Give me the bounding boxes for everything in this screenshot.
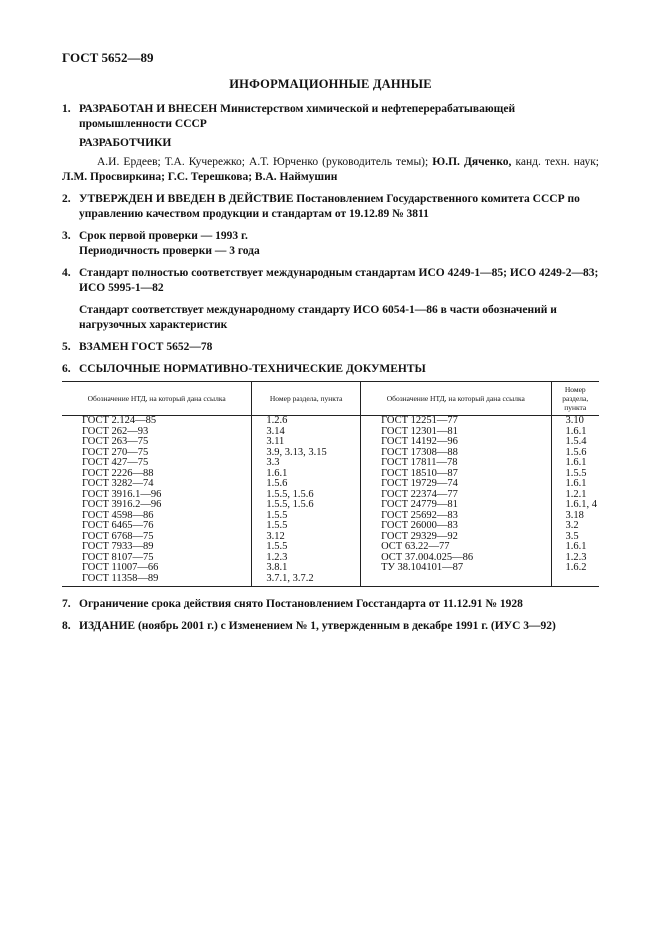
ref-doc-right: ГОСТ 22374—77 <box>361 490 551 501</box>
ref-section-left: 3.14 <box>252 427 361 438</box>
ref-section-right: 1.6.1, 4 <box>551 500 599 511</box>
ref-section-left: 3.9, 3.13, 3.15 <box>252 448 361 459</box>
section-number: 4. <box>62 267 71 279</box>
section-2-text: УТВЕРЖДЕН И ВВЕДЕН В ДЕЙСТВИЕ Постановлением Государственного комитета СССР по управлению качеством продукции и стандартам от 19.12.89 № 3811 <box>79 193 580 220</box>
section-5 <box>62 340 599 355</box>
section-6-text: ССЫЛОЧНЫЕ НОРМАТИВНО-ТЕХНИЧЕСКИЕ ДОКУМЕНТЫ <box>79 363 426 375</box>
section-number: 5. <box>62 341 71 353</box>
ref-doc-left: ГОСТ 8107—75 <box>82 551 154 563</box>
section-number: 2. <box>62 193 71 205</box>
table-row <box>62 437 599 448</box>
section-8 <box>62 619 599 634</box>
ref-doc-right: ГОСТ 29329—92 <box>361 532 551 543</box>
table-row <box>62 458 599 469</box>
ref-doc-right: ГОСТ 24779—81 <box>361 500 551 511</box>
ref-doc-right: ГОСТ 25692—83 <box>361 511 551 522</box>
ref-section-right: 1.2.1 <box>551 490 599 501</box>
developers-part-3: канд. техн. наук; <box>511 156 599 168</box>
table-row <box>62 416 599 427</box>
developers-part-1: А.И. Ердеев; Т.А. Кучережко; А.Т. Юрченко (руководитель темы); <box>97 156 433 168</box>
ref-section-left: 1.5.6 <box>252 479 361 490</box>
ref-section-right: 1.6.2 <box>551 563 599 574</box>
ref-section-left: 1.5.5, 1.5.6 <box>252 490 361 501</box>
references-table-body <box>62 416 599 587</box>
ref-doc-right: ГОСТ 12251—77 <box>361 416 551 427</box>
ref-doc-left: ГОСТ 11358—89 <box>82 572 159 584</box>
section-8-text: ИЗДАНИЕ (ноябрь 2001 г.) с Изменением № 1, утвержденным в декабре 1991 г. (ИУС 3—92) <box>79 620 556 632</box>
section-4 <box>62 266 599 333</box>
section-4-text-1: Стандарт полностью соответствует международным стандартам ИСО 4249-1—85; ИСО 4249-2—83; ИСО 5995-1—82 <box>79 267 599 294</box>
ref-section-right: 3.10 <box>551 416 599 427</box>
ref-doc-right: ГОСТ 18510—87 <box>361 469 551 480</box>
ref-section-left: 1.2.6 <box>252 416 361 427</box>
header-doc-right: Обозначение НТД, на который дана ссылка <box>361 382 551 416</box>
ref-section-right: 1.6.1 <box>551 458 599 469</box>
ref-section-left: 1.6.1 <box>252 469 361 480</box>
section-number: 3. <box>62 230 71 242</box>
ref-section-left: 1.5.5 <box>252 511 361 522</box>
ref-doc-right: ГОСТ 19729—74 <box>361 479 551 490</box>
ref-doc-left: ГОСТ 4598—86 <box>82 509 154 521</box>
section-5-text: ВЗАМЕН ГОСТ 5652—78 <box>79 341 213 353</box>
ref-doc-left: ГОСТ 3916.2—96 <box>82 499 162 510</box>
ref-doc-left: ГОСТ 3916.1—96 <box>82 488 162 500</box>
ref-section-left: 3.7.1, 3.7.2 <box>252 574 361 587</box>
page-title: ИНФОРМАЦИОННЫЕ ДАННЫЕ <box>229 77 432 91</box>
section-1 <box>62 102 599 185</box>
ref-section-right: 1.6.1 <box>551 427 599 438</box>
header-section-right: Номер раздела, пункта <box>551 382 599 416</box>
ref-section-right: 3.5 <box>551 532 599 543</box>
ref-doc-left: ГОСТ 427—75 <box>82 457 149 468</box>
table-row <box>62 574 599 587</box>
section-6 <box>62 362 599 377</box>
section-1-text: РАЗРАБОТАН И ВНЕСЕН Министерством химической и нефтеперерабатывающей промышленности СССР <box>79 103 516 130</box>
ref-section-left: 1.5.5 <box>252 542 361 553</box>
ref-section-left: 1.2.3 <box>252 553 361 564</box>
ref-doc-left: ГОСТ 6768—75 <box>82 530 154 542</box>
header-section-left: Номер раздела, пункта <box>252 382 361 416</box>
ref-section-left: 3.11 <box>252 437 361 448</box>
ref-section-left: 1.5.5 <box>252 521 361 532</box>
ref-section-right: 1.6.1 <box>551 542 599 553</box>
section-number: 7. <box>62 598 71 610</box>
developers-list <box>62 155 599 185</box>
ref-doc-left: ГОСТ 2226—88 <box>82 467 154 479</box>
ref-doc-left: ГОСТ 11007—66 <box>82 562 159 573</box>
ref-section-right: 1.6.1 <box>551 479 599 490</box>
ref-doc-right: ГОСТ 17811—78 <box>361 458 551 469</box>
section-number: 1. <box>62 103 71 115</box>
ref-section-right <box>551 574 599 587</box>
section-2 <box>62 192 599 222</box>
ref-doc-right: ГОСТ 17308—88 <box>361 448 551 459</box>
references-table <box>62 381 599 587</box>
table-row <box>62 521 599 532</box>
ref-section-left: 3.8.1 <box>252 563 361 574</box>
ref-doc-left: ГОСТ 7933—89 <box>82 541 154 552</box>
review-periodicity: Периодичность проверки — 3 года <box>79 245 260 257</box>
ref-doc-left: ГОСТ 262—93 <box>82 425 149 437</box>
section-number: 6. <box>62 363 71 375</box>
ref-section-left: 3.12 <box>252 532 361 543</box>
first-review-term: Срок первой проверки — 1993 г. <box>79 230 248 242</box>
ref-section-right: 1.2.3 <box>551 553 599 564</box>
ref-doc-right: ГОСТ 14192—96 <box>361 437 551 448</box>
ref-section-left: 3.3 <box>252 458 361 469</box>
ref-doc-right: ГОСТ 26000—83 <box>361 521 551 532</box>
section-7 <box>62 597 599 612</box>
ref-doc-left: ГОСТ 6465—76 <box>82 520 154 531</box>
info-content <box>62 102 599 641</box>
ref-doc-left: ГОСТ 3282—74 <box>82 478 154 489</box>
developers-heading: РАЗРАБОТЧИКИ <box>79 137 172 149</box>
ref-section-right: 3.18 <box>551 511 599 522</box>
ref-doc-right: ГОСТ 12301—81 <box>361 427 551 438</box>
ref-doc-left: ГОСТ 2.124—85 <box>82 415 157 426</box>
ref-doc-right: ТУ 38.104101—87 <box>361 563 551 574</box>
table-row <box>62 479 599 490</box>
table-row <box>62 563 599 574</box>
ref-section-left: 1.5.5, 1.5.6 <box>252 500 361 511</box>
developers-part-2: Ю.П. Дяченко, <box>432 156 512 168</box>
section-3 <box>62 229 599 259</box>
table-row <box>62 542 599 553</box>
header-doc-left: Обозначение НТД, на который дана ссылка <box>62 382 252 416</box>
ref-doc-left: ГОСТ 263—75 <box>82 436 149 447</box>
developers-part-4: Л.М. Просвиркина; Г.С. Терешкова; В.А. Наймушин <box>62 171 338 183</box>
ref-section-right: 1.5.6 <box>551 448 599 459</box>
ref-doc-right <box>361 574 551 587</box>
ref-doc-left: ГОСТ 270—75 <box>82 446 149 458</box>
table-row <box>62 500 599 511</box>
ref-section-right: 3.2 <box>551 521 599 532</box>
ref-section-right: 1.5.5 <box>551 469 599 480</box>
ref-doc-right: ОСТ 63.22—77 <box>361 542 551 553</box>
section-4-text-2: Стандарт соответствует международному стандарту ИСО 6054-1—86 в части обозначений и нагрузочных характеристик <box>79 304 557 331</box>
document-header: ГОСТ 5652—89 <box>62 50 154 65</box>
table-header-row <box>62 382 599 416</box>
ref-section-right: 1.5.4 <box>551 437 599 448</box>
section-7-text: Ограничение срока действия снято Постановлением Госстандарта от 11.12.91 № 1928 <box>79 598 523 610</box>
ref-doc-right: ОСТ 37.004.025—86 <box>361 553 551 564</box>
section-number: 8. <box>62 620 71 632</box>
